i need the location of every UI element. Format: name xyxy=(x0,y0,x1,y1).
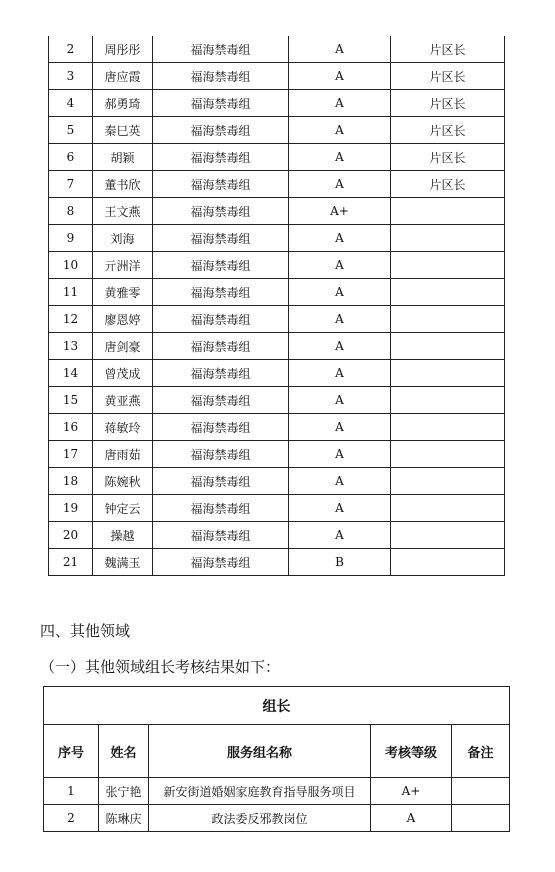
cell-no: 13 xyxy=(49,333,93,360)
cell-group: 政法委反邪教岗位 xyxy=(149,805,371,832)
cell-note xyxy=(391,495,505,522)
cell-no: 9 xyxy=(49,225,93,252)
cell-no: 1 xyxy=(44,778,99,805)
cell-note: 片区长 xyxy=(391,117,505,144)
table-row xyxy=(49,36,505,63)
cell-grade: A xyxy=(289,225,391,252)
cell-note xyxy=(391,306,505,333)
cell-group: 福海禁毒组 xyxy=(153,495,289,522)
cell-grade: A xyxy=(289,36,391,63)
cell-group: 福海禁毒组 xyxy=(153,36,289,63)
cell-grade: A xyxy=(289,279,391,306)
cell-grade: A xyxy=(289,306,391,333)
cell-name: 黄亚燕 xyxy=(93,387,153,414)
cell-no: 14 xyxy=(49,360,93,387)
cell-grade: A xyxy=(289,387,391,414)
cell-group: 福海禁毒组 xyxy=(153,279,289,306)
cell-group: 福海禁毒组 xyxy=(153,522,289,549)
table-row xyxy=(49,549,505,576)
section-subheading: （一）其他领域组长考核结果如下： xyxy=(40,658,281,676)
cell-no: 12 xyxy=(49,306,93,333)
table-row xyxy=(49,279,505,306)
cell-name: 曾茂成 xyxy=(93,360,153,387)
cell-grade: A xyxy=(289,333,391,360)
cell-group: 福海禁毒组 xyxy=(153,333,289,360)
cell-group: 新安街道婚姻家庭教育指导服务项目 xyxy=(149,778,371,805)
cell-note xyxy=(452,778,510,805)
cell-note: 片区长 xyxy=(391,171,505,198)
table-row xyxy=(49,441,505,468)
cell-name: 唐雨茹 xyxy=(93,441,153,468)
cell-note xyxy=(391,252,505,279)
group-title-row xyxy=(44,687,510,725)
cell-grade: A xyxy=(289,414,391,441)
cell-note xyxy=(391,522,505,549)
cell-name: 董书欣 xyxy=(93,171,153,198)
cell-note: 片区长 xyxy=(391,90,505,117)
table-row xyxy=(49,252,505,279)
cell-group: 福海禁毒组 xyxy=(153,117,289,144)
cell-no: 3 xyxy=(49,63,93,90)
cell-note xyxy=(391,549,505,576)
cell-name: 张宁艳 xyxy=(99,778,149,805)
cell-note xyxy=(391,333,505,360)
cell-grade: A xyxy=(289,468,391,495)
cell-name: 唐剑豪 xyxy=(93,333,153,360)
cell-no: 10 xyxy=(49,252,93,279)
cell-grade: B xyxy=(289,549,391,576)
table-row xyxy=(49,171,505,198)
cell-grade: A xyxy=(289,495,391,522)
table-row xyxy=(49,468,505,495)
cell-note: 片区长 xyxy=(391,144,505,171)
cell-group: 福海禁毒组 xyxy=(153,225,289,252)
cell-group: 福海禁毒组 xyxy=(153,549,289,576)
table-row xyxy=(44,778,510,805)
table-row xyxy=(49,63,505,90)
table-row xyxy=(49,522,505,549)
cell-group: 福海禁毒组 xyxy=(153,171,289,198)
results-table-body xyxy=(49,36,505,576)
cell-name: 廖恩婷 xyxy=(93,306,153,333)
cell-no: 5 xyxy=(49,117,93,144)
table-row xyxy=(49,90,505,117)
cell-grade: A xyxy=(289,360,391,387)
cell-group: 福海禁毒组 xyxy=(153,306,289,333)
header-no: 序号 xyxy=(44,725,99,778)
cell-note xyxy=(391,279,505,306)
cell-group: 福海禁毒组 xyxy=(153,360,289,387)
cell-group: 福海禁毒组 xyxy=(153,144,289,171)
table-row xyxy=(49,333,505,360)
cell-grade: A xyxy=(289,117,391,144)
table-row xyxy=(49,198,505,225)
cell-grade: A+ xyxy=(371,778,452,805)
cell-no: 18 xyxy=(49,468,93,495)
cell-group: 福海禁毒组 xyxy=(153,441,289,468)
cell-note xyxy=(391,225,505,252)
cell-note xyxy=(391,198,505,225)
results-table-main xyxy=(48,36,505,576)
cell-grade: A xyxy=(289,90,391,117)
cell-note xyxy=(391,468,505,495)
table-row xyxy=(49,225,505,252)
table-row xyxy=(44,805,510,832)
cell-note xyxy=(452,805,510,832)
header-row xyxy=(44,725,510,778)
cell-name: 亓洲洋 xyxy=(93,252,153,279)
cell-name: 陈琳庆 xyxy=(99,805,149,832)
section-heading: 四、其他领域 xyxy=(40,622,131,640)
header-group: 服务组名称 xyxy=(149,725,371,778)
cell-no: 16 xyxy=(49,414,93,441)
cell-name: 陈婉秋 xyxy=(93,468,153,495)
table-row xyxy=(49,360,505,387)
cell-grade: A xyxy=(289,252,391,279)
header-note: 备注 xyxy=(452,725,510,778)
cell-name: 刘海 xyxy=(93,225,153,252)
cell-group: 福海禁毒组 xyxy=(153,252,289,279)
cell-no: 21 xyxy=(49,549,93,576)
cell-name: 操越 xyxy=(93,522,153,549)
cell-no: 4 xyxy=(49,90,93,117)
cell-no: 17 xyxy=(49,441,93,468)
cell-name: 周彤彤 xyxy=(93,36,153,63)
cell-grade: A+ xyxy=(289,198,391,225)
cell-name: 王文燕 xyxy=(93,198,153,225)
cell-no: 20 xyxy=(49,522,93,549)
cell-group: 福海禁毒组 xyxy=(153,63,289,90)
cell-name: 蒋敏玲 xyxy=(93,414,153,441)
cell-group: 福海禁毒组 xyxy=(153,414,289,441)
leader-results-table xyxy=(43,686,510,832)
group-title: 组长 xyxy=(44,687,510,725)
cell-group: 福海禁毒组 xyxy=(153,198,289,225)
cell-note: 片区长 xyxy=(391,63,505,90)
cell-note xyxy=(391,414,505,441)
cell-name: 唐应霞 xyxy=(93,63,153,90)
cell-name: 郝勇琦 xyxy=(93,90,153,117)
cell-no: 6 xyxy=(49,144,93,171)
table-row xyxy=(49,144,505,171)
cell-grade: A xyxy=(289,144,391,171)
cell-note xyxy=(391,441,505,468)
cell-no: 2 xyxy=(49,36,93,63)
cell-grade: A xyxy=(289,171,391,198)
table-row xyxy=(49,387,505,414)
cell-grade: A xyxy=(289,63,391,90)
cell-name: 钟定云 xyxy=(93,495,153,522)
table-row xyxy=(49,306,505,333)
cell-note xyxy=(391,387,505,414)
cell-group: 福海禁毒组 xyxy=(153,387,289,414)
cell-group: 福海禁毒组 xyxy=(153,90,289,117)
header-grade: 考核等级 xyxy=(371,725,452,778)
cell-name: 黄雅零 xyxy=(93,279,153,306)
cell-note xyxy=(391,360,505,387)
cell-no: 7 xyxy=(49,171,93,198)
table-row xyxy=(49,414,505,441)
cell-no: 8 xyxy=(49,198,93,225)
cell-grade: A xyxy=(371,805,452,832)
cell-name: 秦巳英 xyxy=(93,117,153,144)
cell-no: 11 xyxy=(49,279,93,306)
cell-group: 福海禁毒组 xyxy=(153,468,289,495)
cell-name: 胡颖 xyxy=(93,144,153,171)
cell-grade: A xyxy=(289,522,391,549)
cell-grade: A xyxy=(289,441,391,468)
cell-note: 片区长 xyxy=(391,36,505,63)
cell-name: 魏满玉 xyxy=(93,549,153,576)
cell-no: 19 xyxy=(49,495,93,522)
table-row xyxy=(49,495,505,522)
table-row xyxy=(49,117,505,144)
cell-no: 15 xyxy=(49,387,93,414)
cell-no: 2 xyxy=(44,805,99,832)
header-name: 姓名 xyxy=(99,725,149,778)
